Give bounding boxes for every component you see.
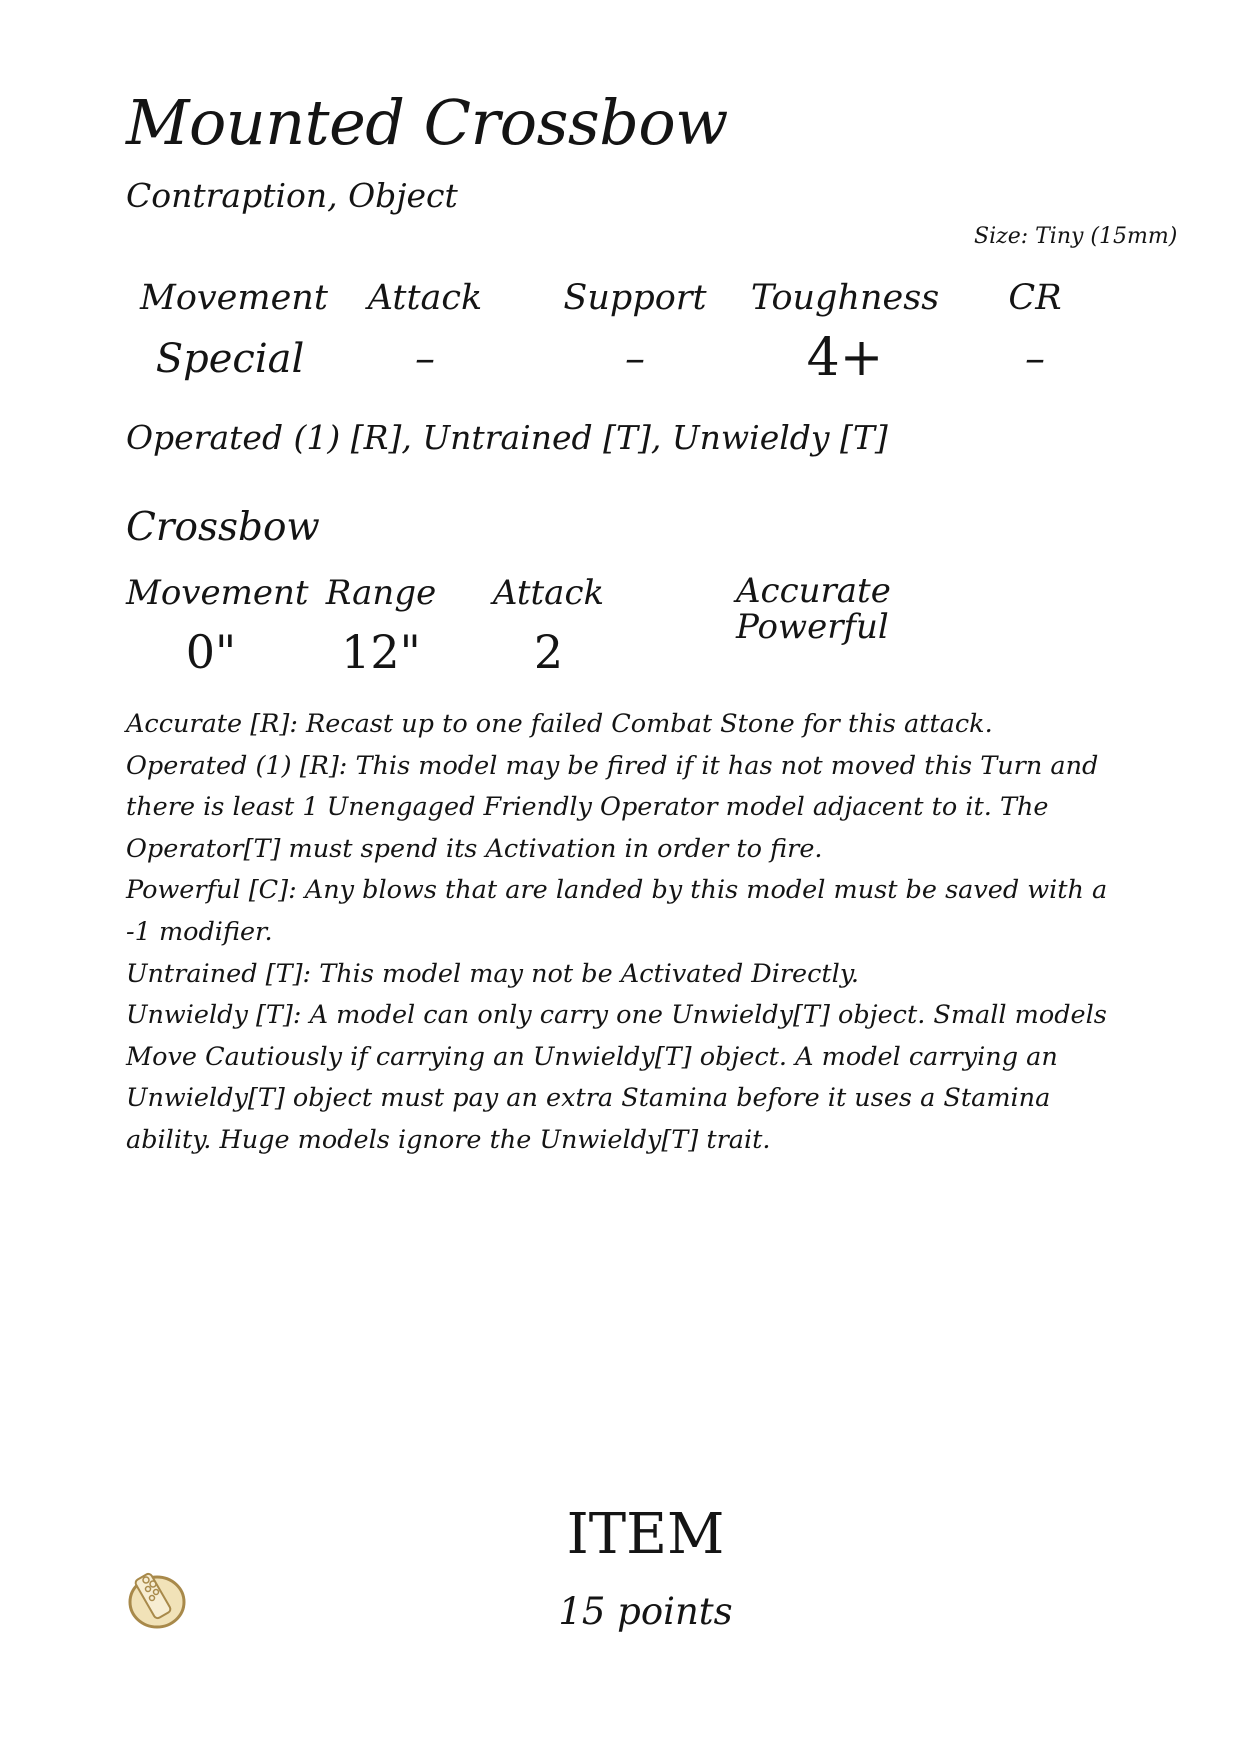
- weapon-value-range: 12": [341, 625, 421, 679]
- weapon-name: Crossbow: [126, 505, 320, 550]
- weapon-value-movement: 0": [185, 625, 237, 679]
- rule-unwieldy: Unwieldy [T]: A model can only carry one Unwieldy[T] object. Small models Move Cautiously if carrying an Unwieldy[T] object. A model carrying an Unwieldy[T] object must pay an extra Stamina before it uses a Stamina ability. Huge models ignore the Unwieldy[T] trait.: [126, 1000, 1107, 1155]
- size-label: Size: Tiny (15mm): [974, 224, 1178, 249]
- stat-header-support: Support: [563, 278, 707, 318]
- stat-value-movement: Special: [155, 336, 305, 382]
- stat-header-cr: CR: [1008, 278, 1062, 318]
- stat-values: [140, 328, 1120, 388]
- rule-untrained: Untrained [T]: This model may not be Activated Directly.: [126, 958, 859, 989]
- rule-operated: Operated (1) [R]: This model may be fired if it has not moved this Turn and there is least 1 Unengaged Friendly Operator model adjacent to it. The Operator[T] must spend its Activation in order to fire.: [126, 750, 1099, 864]
- footer-type: ITEM: [566, 1502, 725, 1567]
- weapon-keywords: [736, 573, 891, 645]
- stat-header-attack: Attack: [367, 278, 483, 318]
- stat-header-toughness: Toughness: [750, 278, 940, 318]
- footer-points: 15 points: [558, 1590, 733, 1633]
- weapon-header-range: Range: [325, 573, 437, 613]
- card-title: Mounted Crossbow: [126, 86, 728, 159]
- rule-powerful: Powerful [C]: Any blows that are landed by this model must be saved with a -1 modifier.: [126, 875, 1108, 947]
- stat-headers: [140, 278, 1120, 318]
- weapon-keyword: Accurate: [736, 571, 891, 611]
- traits-line: Operated (1) [R], Untrained [T], Unwieldy [T]: [126, 418, 888, 457]
- stat-value-support: –: [625, 336, 645, 382]
- rules-text: [126, 704, 1136, 1162]
- weapon-headers: [126, 573, 631, 613]
- weapon-header-movement: Movement: [126, 573, 309, 613]
- card-subtitle: Contraption, Object: [126, 176, 458, 215]
- weapon-value-attack: 2: [533, 625, 564, 679]
- stat-value-toughness: 4+: [806, 328, 884, 388]
- weapon-values: [126, 625, 631, 679]
- rule-accurate: Accurate [R]: Recast up to one failed Combat Stone for this attack.: [126, 709, 993, 739]
- stat-value-cr: –: [1025, 336, 1045, 382]
- weapon-header-attack: Attack: [492, 573, 605, 613]
- stat-header-movement: Movement: [140, 278, 328, 318]
- weapon-keyword: Powerful: [736, 607, 889, 647]
- stat-value-attack: –: [415, 336, 435, 382]
